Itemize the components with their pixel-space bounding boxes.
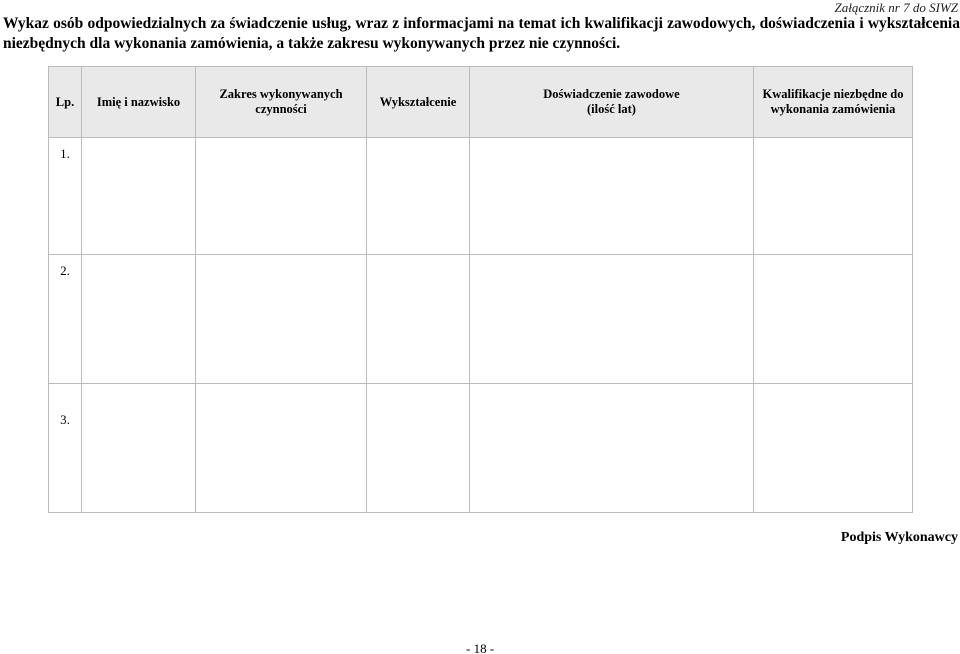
cell-education[interactable] <box>367 255 470 384</box>
table-row <box>49 255 913 384</box>
header-experience: Doświadczenie zawodowe (ilość lat) <box>470 67 754 138</box>
cell-qualifications[interactable] <box>754 255 913 384</box>
cell-experience[interactable] <box>470 384 754 513</box>
cell-qualifications[interactable] <box>754 384 913 513</box>
cell-name[interactable] <box>82 255 196 384</box>
cell-experience[interactable] <box>470 255 754 384</box>
header-name: Imię i nazwisko <box>82 67 196 138</box>
table-row <box>49 384 913 513</box>
cell-name[interactable] <box>82 384 196 513</box>
document-title: Wykaz osób odpowiedzialnych za świadczenie usług, wraz z informacjami na temat ich kwalifikacji zawodowych, doświadczenia i wykształcenia niezbędnych dla wykonania zamówienia, a także zakresu wykonywanych przez nie czynności. <box>3 15 960 52</box>
cell-education[interactable] <box>367 384 470 513</box>
table-row <box>49 138 913 255</box>
header-qualifications: Kwalifikacje niezbędne do wykonania zamówienia <box>754 67 913 138</box>
table-header-row <box>49 67 913 138</box>
row-number: 3. <box>49 384 82 513</box>
page-number: - 18 - <box>466 641 495 654</box>
cell-scope[interactable] <box>196 255 367 384</box>
row-number: 2. <box>49 255 82 384</box>
signature-label: Podpis Wykonawcy <box>840 530 958 545</box>
header-lp: Lp. <box>49 67 82 138</box>
personnel-table <box>48 66 913 513</box>
cell-education[interactable] <box>367 138 470 255</box>
cell-qualifications[interactable] <box>754 138 913 255</box>
cell-scope[interactable] <box>196 138 367 255</box>
annex-label: Załącznik nr 7 do SIWZ <box>834 0 958 15</box>
row-number: 1. <box>49 138 82 255</box>
header-education: Wykształcenie <box>367 67 470 138</box>
cell-experience[interactable] <box>470 138 754 255</box>
header-scope: Zakres wykonywanych czynności <box>196 67 367 138</box>
cell-scope[interactable] <box>196 384 367 513</box>
cell-name[interactable] <box>82 138 196 255</box>
